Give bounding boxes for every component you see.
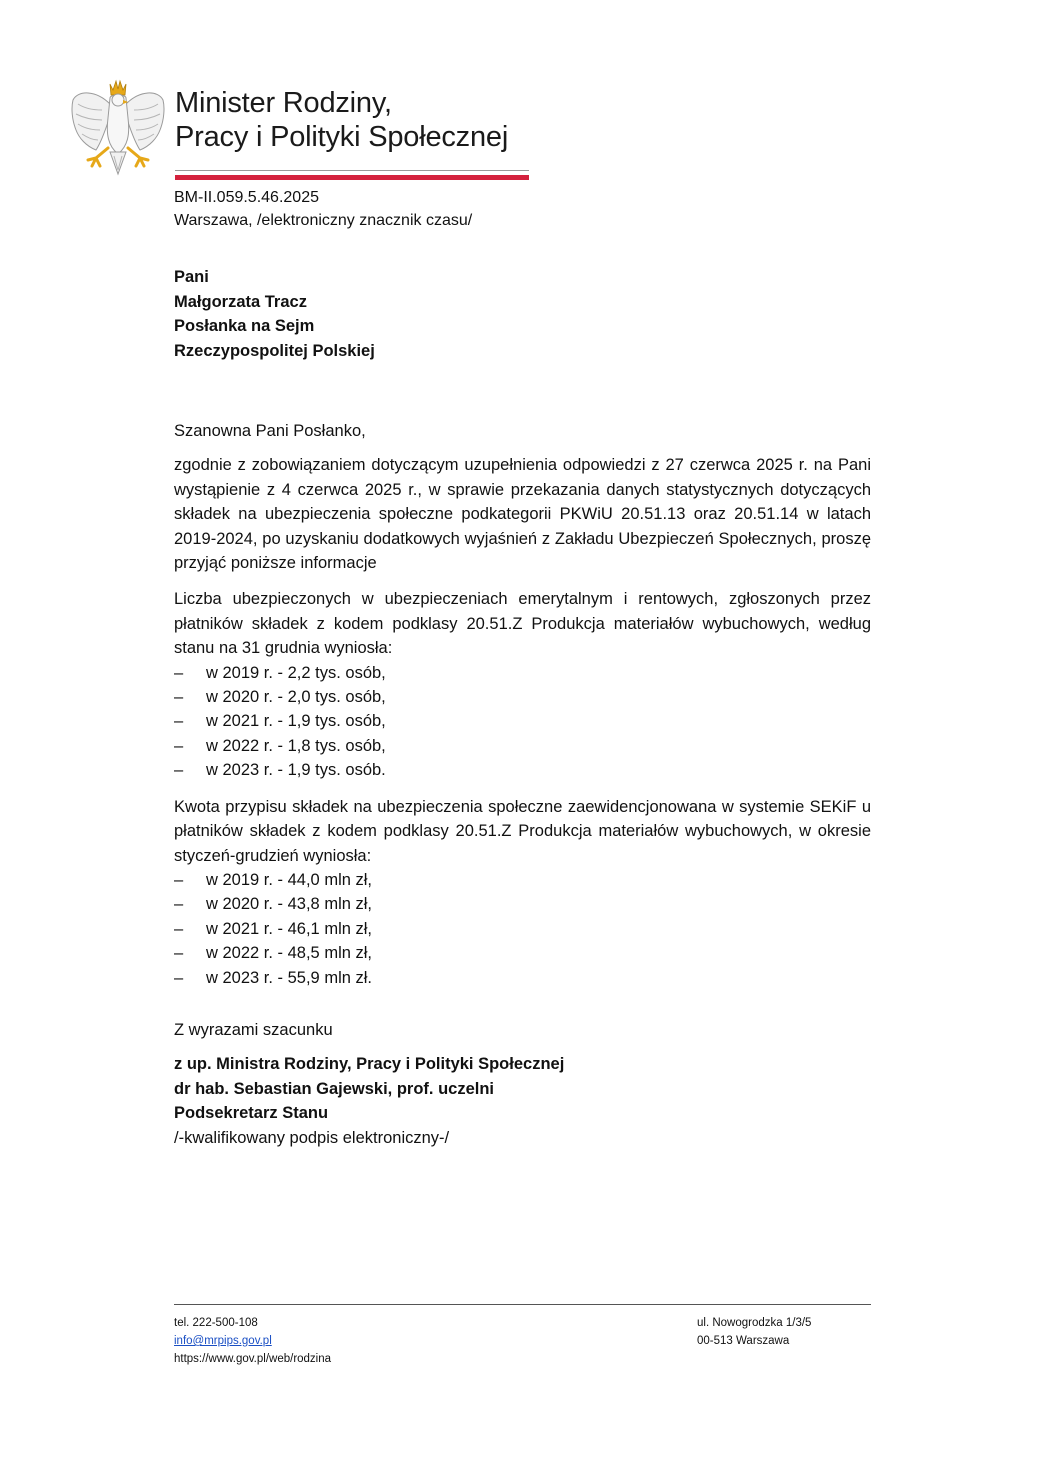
list-item [174, 966, 871, 990]
footer-contact [174, 1314, 331, 1368]
list-item-text: w 2021 r. - 1,9 tys. osób, [206, 712, 386, 731]
footer-address-city: 00-513 Warszawa [697, 1335, 790, 1347]
letter-body [174, 419, 871, 1002]
list-dash: – [174, 688, 184, 707]
list-item [174, 941, 871, 965]
signatory-title: Podsekretarz Stanu [174, 1104, 329, 1123]
insured-paragraph: Liczba ubezpieczonych w ubezpieczeniach emerytalnym i rentowych, zgłoszonych przez płatników składek z kodem podklasy 20.51.Z Produkcja materiałów wybuchowych, według stanu na 31 grudnia wyniosła: [174, 590, 871, 658]
recipient-block [174, 265, 375, 363]
contributions-paragraph: Kwota przypisu składek na ubezpieczenia społeczne zaewidencjonowana w systemie SEKiF u płatników składek z kodem podklasy 20.51.Z Produkcja materiałów wybuchowych, w okresie styczeń-grudzień wyniosła: [174, 797, 871, 865]
list-dash: – [174, 761, 184, 780]
ministry-title-line1: Minister Rodziny, [175, 87, 392, 119]
list-item-text: w 2021 r. - 46,1 mln zł, [206, 919, 372, 938]
signature-note: /-kwalifikowany podpis elektroniczny-/ [174, 1128, 450, 1147]
list-item [174, 892, 871, 916]
footer-divider [174, 1304, 871, 1305]
list-item-text: w 2020 r. - 2,0 tys. osób, [206, 688, 386, 707]
list-item [174, 868, 871, 892]
list-dash: – [174, 944, 184, 963]
recipient-line: Pani [174, 268, 209, 286]
ministry-title-line2: Pracy i Polityki Społecznej [175, 121, 509, 153]
list-item [174, 917, 871, 941]
list-dash: – [174, 663, 184, 682]
place-date: Warszawa, /elektroniczny znacznik czasu/ [174, 212, 473, 229]
list-item [174, 734, 871, 758]
intro-paragraph: zgodnie z zobowiązaniem dotyczącym uzupełnienia odpowiedzi z 27 czerwca 2025 r. na Pani wystąpienie z 4 czerwca 2025 r., w sprawie przekazania danych statystycznych dotyczących składek na ubezpieczenia społeczne podkategorii PKWiU 20.51.13 oraz 20.51.14 w latach 2019-2024, po uzyskaniu dodatkowych wyjaśnień z Zakładu Ubezpieczeń Społecznych, proszę przyjąć poniższe informacje [174, 456, 871, 573]
flag-bar [175, 170, 529, 180]
ministry-title [175, 86, 508, 154]
signatory-name: dr hab. Sebastian Gajewski, prof. uczelni [174, 1079, 495, 1098]
list-item [174, 685, 871, 709]
letter-meta [174, 186, 472, 232]
list-item-text: w 2022 r. - 48,5 mln zł, [206, 944, 372, 963]
closing-greeting: Z wyrazami szacunku [174, 1021, 333, 1039]
list-item [174, 758, 871, 782]
list-item [174, 661, 871, 685]
list-dash: – [174, 736, 184, 755]
list-item-text: w 2020 r. - 43,8 mln zł, [206, 895, 372, 914]
list-dash: – [174, 968, 184, 987]
insured-list [174, 661, 871, 783]
footer-address-street: ul. Nowogrodzka 1/3/5 [697, 1317, 812, 1329]
salutation: Szanowna Pani Posłanko, [174, 422, 366, 440]
list-item [174, 709, 871, 733]
list-item-text: w 2023 r. - 55,9 mln zł. [206, 968, 372, 987]
reference-number: BM-II.059.5.46.2025 [174, 189, 319, 206]
closing-block [174, 1018, 564, 1150]
recipient-institution: Rzeczypospolitej Polskiej [174, 341, 375, 360]
contributions-list [174, 868, 871, 990]
footer-email-link[interactable]: info@mrpips.gov.pl [174, 1335, 272, 1347]
list-dash: – [174, 919, 184, 938]
footer-phone: tel. 222-500-108 [174, 1317, 258, 1329]
list-item-text: w 2022 r. - 1,8 tys. osób, [206, 736, 386, 755]
recipient-name: Małgorzata Tracz [174, 292, 307, 311]
list-item-text: w 2023 r. - 1,9 tys. osób. [206, 761, 386, 780]
footer-address [697, 1314, 811, 1350]
list-dash: – [174, 712, 184, 731]
list-dash: – [174, 870, 184, 889]
recipient-role: Posłanka na Sejm [174, 317, 315, 335]
polish-white-eagle-emblem-icon [70, 78, 166, 182]
signature-on-behalf: z up. Ministra Rodziny, Pracy i Polityki Społecznej [174, 1055, 565, 1074]
list-item-text: w 2019 r. - 2,2 tys. osób, [206, 663, 386, 682]
list-item-text: w 2019 r. - 44,0 mln zł, [206, 870, 372, 889]
footer-website[interactable]: https://www.gov.pl/web/rodzina [174, 1353, 332, 1365]
flag-bar-red [175, 175, 529, 180]
list-dash: – [174, 895, 184, 914]
